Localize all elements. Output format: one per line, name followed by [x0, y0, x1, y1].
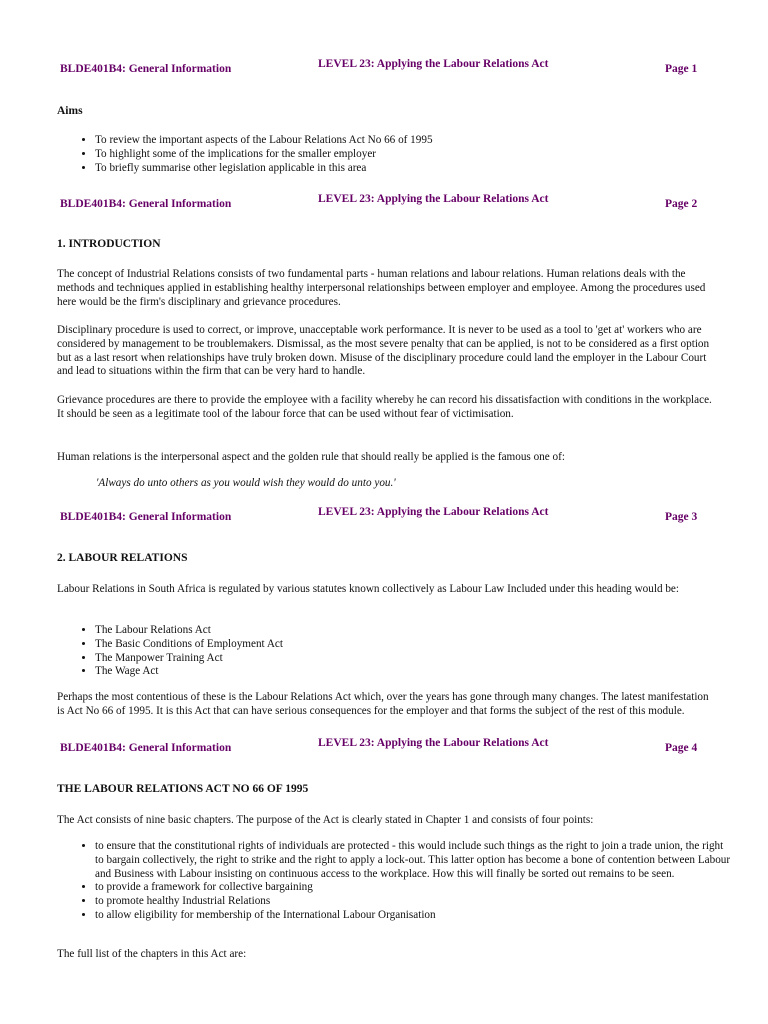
list-item: • to allow eligibility for membership of the International Labour Organisation — [95, 909, 731, 923]
paragraph: The concept of Industrial Relations consists of two fundamental parts - human relations and labour relations. Human relations deals with the methods and techniques applied in establishing healthy interpersonal relationships between employer and employee. Among the procedures used here would be the firm's disciplinary and grievance procedures. — [57, 268, 706, 308]
paragraph: The Act consists of nine basic chapters. The purpose of the Act is clearly stated in Chapter 1 and consists of four points: — [57, 814, 594, 826]
list-item: • To review the important aspects of the Labour Relations Act No 66 of 1995 — [95, 134, 731, 148]
list-item: • The Wage Act — [95, 665, 731, 679]
level-title: LEVEL 23: Applying the Labour Relations Act — [318, 58, 549, 70]
paragraph: Perhaps the most contentious of these is the Labour Relations Act which, over the years has gone through many changes. The latest manifestation is Act No 66 of 1995. It is this Act that can have serious consequences for the employer and that forms the subject of the rest of this module. — [57, 691, 709, 717]
list-item: • The Basic Conditions of Employment Act — [95, 638, 731, 652]
paragraph: Labour Relations in South Africa is regulated by various statutes known collectively as Labour Law Included under this heading would be: — [57, 583, 679, 595]
page-number: Page 3 — [665, 511, 698, 523]
course-code: BLDE401B4: General Information — [60, 198, 232, 210]
paragraph: Human relations is the interpersonal aspect and the golden rule that should really be applied is the famous one of: — [57, 451, 565, 463]
section-heading: THE LABOUR RELATIONS ACT NO 66 OF 1995 — [57, 783, 309, 795]
section-heading: 1. INTRODUCTION — [57, 238, 161, 250]
list-item: • to provide a framework for collective bargaining — [95, 881, 731, 895]
quote: 'Always do unto others as you would wish they would do unto you.' — [96, 477, 396, 489]
level-title: LEVEL 23: Applying the Labour Relations Act — [318, 737, 549, 749]
paragraph: The full list of the chapters in this Act are: — [57, 948, 247, 960]
purpose-list — [77, 840, 731, 923]
list-item: • To briefly summarise other legislation applicable in this area — [95, 162, 731, 176]
level-title: LEVEL 23: Applying the Labour Relations Act — [318, 193, 549, 205]
aims-heading: Aims — [57, 105, 83, 117]
course-code: BLDE401B4: General Information — [60, 63, 232, 75]
page-header — [0, 57, 768, 91]
page-header — [0, 192, 768, 226]
list-item: • To highlight some of the implications for the smaller employer — [95, 148, 731, 162]
page-header — [0, 736, 768, 770]
page-number: Page 4 — [665, 742, 698, 754]
aims-list — [77, 134, 731, 175]
paragraph: Grievance procedures are there to provide the employee with a facility whereby he can record his dissatisfaction with conditions in the workplace. It should be seen as a legitimate tool of the labour force that can be used without fear of victimisation. — [57, 394, 712, 420]
level-title: LEVEL 23: Applying the Labour Relations Act — [318, 506, 549, 518]
course-code: BLDE401B4: General Information — [60, 742, 232, 754]
list-item: • to promote healthy Industrial Relations — [95, 895, 731, 909]
paragraph: Disciplinary procedure is used to correct, or improve, unacceptable work performance. It is never to be used as a tool to 'get at' workers who are considered by management to be troublemakers. Dismissal, as the most severe penalty that can be applied, is not to be considered as a first option but as a last resort when relationships have truly broken down. Misuse of the disciplinary procedure could land the employer in the Labour Court and lead to situations within the firm that can be very hard to handle. — [57, 324, 710, 378]
list-item: • The Labour Relations Act — [95, 624, 731, 638]
list-item: • The Manpower Training Act — [95, 652, 731, 666]
section-heading: 2. LABOUR RELATIONS — [57, 552, 188, 564]
page-number: Page 2 — [665, 198, 698, 210]
statutes-list — [77, 624, 731, 679]
page-number: Page 1 — [665, 63, 698, 75]
page-header — [0, 505, 768, 539]
course-code: BLDE401B4: General Information — [60, 511, 232, 523]
list-item: • to ensure that the constitutional rights of individuals are protected - this would include such things as the right to join a trade union, the right to bargain collectively, the right to strike and the right to apply a lock-out. This latter option has become a bone of contention between Labour and Business with Labour insisting on continuous access to the workplace. How this will finally be sorted out remains to be seen. — [95, 840, 731, 881]
